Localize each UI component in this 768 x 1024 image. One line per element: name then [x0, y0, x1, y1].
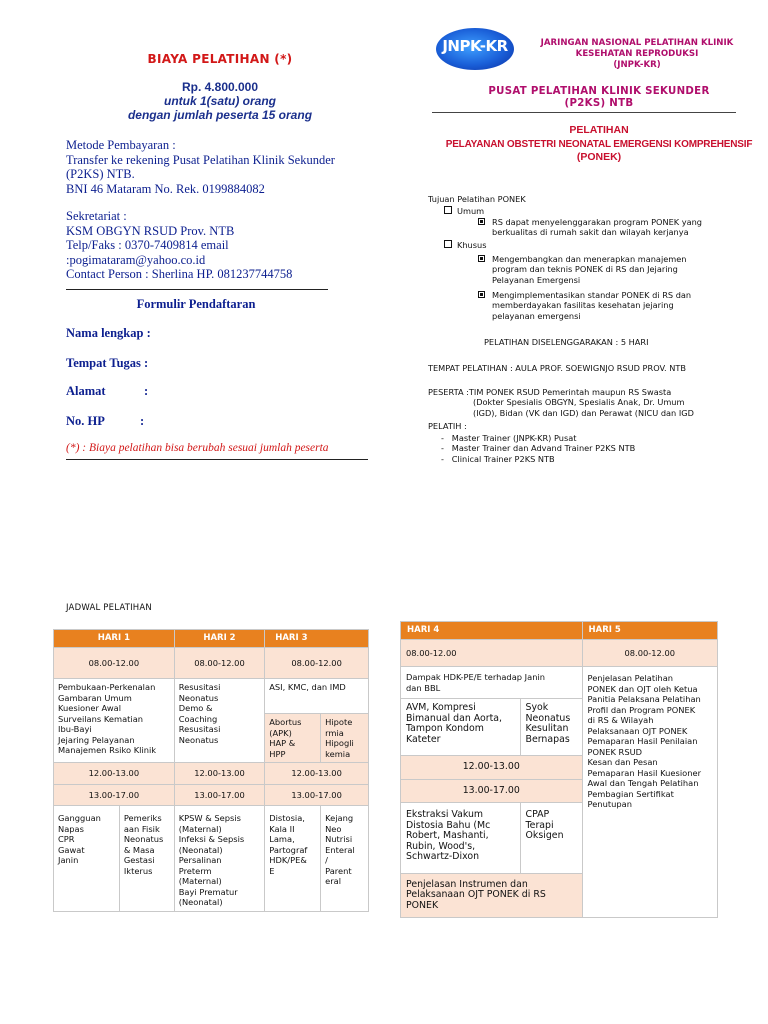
session-cell: CPAP Terapi Oksigen — [520, 803, 582, 874]
session-cell: Pembukaan-Perkenalan Gambaran Umum Kuesioner Awal Surveilans Kematian Ibu-Bayi Jejaring Pelayanan Manajemen Rsiko Klinik — [54, 679, 175, 763]
secretariat-section — [66, 209, 366, 282]
session-cell: Pemeriks aan Fisik Neonatus & Masa Gestasi Ikterus — [119, 806, 174, 912]
secretariat-label: Sekretariat : — [66, 209, 127, 223]
text-line: memberdayakan fasilitas kesehatan jejaring — [492, 300, 674, 311]
time-cell: 08.00-12.00 — [582, 639, 718, 667]
time-cell: 12.00-13.00 — [54, 763, 175, 785]
session-cell: Dampak HDK-PE/E terhadap Janin dan BBL — [401, 667, 583, 699]
trainers-label: PELATIH : — [428, 421, 467, 431]
schedule-table-day4-5 — [400, 621, 718, 918]
payment-label: Metode Pembayaran : — [66, 138, 176, 152]
field-no-hp-label: No. HP — [66, 414, 105, 428]
bullet-icon — [478, 291, 485, 298]
header-day3: HARI 3 — [265, 630, 369, 648]
price-per-person: untuk 1(satu) orang — [163, 94, 276, 108]
session-cell: Abortus (APK) HAP & HPP — [265, 714, 321, 763]
text-line: (Dokter Spesialis OBGYN, Spesialis Anak, Dr. Umum — [473, 397, 685, 408]
table-row — [401, 622, 718, 640]
header-day5: HARI 5 — [582, 622, 718, 640]
checkbox-icon — [444, 206, 452, 214]
center-line: (P2KS) NTB — [564, 97, 634, 109]
trainer-text: Master Trainer (JNPK-KR) Pusat — [451, 433, 577, 443]
time-cell: 13.00-17.00 — [54, 784, 175, 806]
text-line: PESERTA :TIM PONEK RSUD Pemerintah maupun RS Swasta — [428, 387, 672, 397]
text-line: pelayanan emergensi — [492, 310, 581, 321]
dash: - — [441, 433, 444, 443]
payment-line: Transfer ke rekening Pusat Pelatihan Klinik Sekunder — [66, 152, 335, 167]
session-cell: Kejang Neo Nutrisi Enteral / Parent eral — [321, 806, 369, 912]
text-line: (IGD), Bidan (VK dan IGD) dan Perawat (NICU dan IGD — [473, 407, 694, 418]
form-title: Formulir Pendaftaran — [136, 297, 256, 311]
training-venue: TEMPAT PELATIHAN : AULA PROF. SOEWIGNJO RSUD PROV. NTB — [428, 363, 686, 373]
center-line: PUSAT PELATIHAN KLINIK SEKUNDER — [488, 86, 710, 97]
schedule-table-day1-3 — [53, 629, 369, 912]
session-cell: Hipote rmia Hipogli kemia — [321, 714, 369, 763]
payment-section — [66, 138, 366, 196]
org-line: KESEHATAN REPRODUKSI — [575, 49, 699, 59]
table-row — [54, 647, 369, 679]
session-cell: Resusitasi Neonatus Demo & Coaching Resusitasi Neonatus — [174, 679, 265, 763]
dash: - — [441, 453, 444, 464]
session-cell: KPSW & Sepsis (Maternal) Infeksi & Sepsis (Neonatal) Persalinan Preterm (Maternal) Bayi Prematur (Neonatal) — [174, 806, 265, 912]
time-cell: 08.00-12.00 — [174, 647, 265, 679]
objective-umum-label: Umum — [457, 206, 485, 216]
table-row — [54, 806, 369, 912]
divider — [66, 459, 368, 460]
objective-umum-text — [492, 217, 702, 238]
participants — [428, 387, 694, 418]
objective-khusus-label: Khusus — [457, 240, 487, 250]
text-line: berkualitas di rumah sakit dan wilayah kerjanya — [492, 227, 689, 238]
objectives-heading: Tujuan Pelatihan PONEK — [428, 194, 526, 204]
checkbox-icon — [444, 240, 452, 248]
objective-khusus-1 — [492, 254, 686, 285]
price-participants: dengan jumlah peserta 15 orang — [127, 108, 313, 122]
price-block — [100, 80, 340, 122]
org-line: JARINGAN NASIONAL PELATIHAN KLINIK — [540, 38, 734, 48]
text-line: Pelayanan Emergensi — [492, 274, 581, 285]
time-cell: 13.00-17.00 — [401, 779, 583, 803]
header-day4: HARI 4 — [401, 622, 583, 640]
fee-note: (*) : Biaya pelatihan bisa berubah sesuai jumlah peserta — [66, 442, 329, 454]
payment-account: BNI 46 Mataram No. Rek. 0199884082 — [66, 181, 265, 196]
price-amount: Rp. 4.800.000 — [181, 80, 259, 94]
secretariat-phone: Telp/Faks : 0370-7409814 email — [66, 238, 229, 252]
field-alamat-label: Alamat — [66, 384, 106, 398]
time-cell: 08.00-12.00 — [265, 647, 369, 679]
center-name — [440, 86, 758, 109]
org-line: (JNPK-KR) — [613, 60, 661, 70]
session-cell: Gangguan Napas CPR Gawat Janin — [54, 806, 120, 912]
field-no-hp — [66, 414, 145, 429]
header-day1: HARI 1 — [54, 630, 175, 648]
text-line: Mengimplementasikan standar PONEK di RS dan — [492, 290, 692, 300]
field-alamat — [66, 384, 149, 399]
training-title — [440, 124, 758, 165]
jnpk-logo-text: JNPK-KR — [442, 37, 508, 55]
bullet-icon — [478, 218, 485, 225]
training-duration: PELATIHAN DISELENGGARAKAN : 5 HARI — [484, 337, 649, 347]
training-title-line: PELATIHAN — [569, 124, 629, 136]
bullet-icon — [478, 255, 485, 262]
field-colon: : — [140, 414, 145, 428]
table-row — [401, 667, 718, 699]
session-cell: Penjelasan Pelatihan PONEK dan OJT oleh Ketua Panitia Pelaksana Pelatihan Profil dan Program PONEK di RS & Wilayah Pelaksanaan OJT PONEK Pemaparan Hasil Penilaian PONEK RSUD Kesan dan Pesan Pemaparan Hasil Kuesioner Awal dan Tengah Pelatihan Pembagian Sertifikat Penutupan — [582, 667, 718, 918]
secretariat-email: :pogimataram@yahoo.co.id — [66, 252, 206, 267]
text-line: program dan teknis PONEK di RS dan Jejaring — [492, 264, 678, 275]
trainer-item — [441, 443, 635, 453]
field-tempat-tugas: Tempat Tugas : — [66, 356, 149, 370]
session-cell: Syok Neonatus Kesulitan Bernapas — [520, 699, 582, 756]
table-row — [54, 763, 369, 785]
divider — [432, 112, 736, 113]
time-cell: 12.00-13.00 — [174, 763, 265, 785]
table-row — [401, 639, 718, 667]
header-day2: HARI 2 — [174, 630, 265, 648]
session-cell: Ekstraksi Vakum Distosia Bahu (Mc Robert, Mashanti, Rubin, Wood's, Schwartz-Dixon — [401, 803, 521, 874]
time-cell: 13.00-17.00 — [265, 784, 369, 806]
schedule-title: JADWAL PELATIHAN — [66, 603, 152, 613]
field-colon: : — [144, 384, 149, 398]
objective-umum — [444, 206, 484, 216]
time-cell: 08.00-12.00 — [401, 639, 583, 667]
secretariat-line: KSM OBGYN RSUD Prov. NTB — [66, 223, 235, 238]
objective-khusus — [444, 240, 486, 250]
table-row — [54, 784, 369, 806]
time-cell: 12.00-13.00 — [401, 756, 583, 780]
trainer-item — [441, 454, 635, 464]
table-row — [54, 630, 369, 648]
training-title-line: (PONEK) — [576, 151, 622, 163]
objective-khusus-2 — [492, 290, 691, 321]
time-cell: 13.00-17.00 — [174, 784, 265, 806]
time-cell: 12.00-13.00 — [265, 763, 369, 785]
fee-title: BIAYA PELATIHAN (*) — [147, 52, 293, 66]
text-line: RS dapat menyelenggarakan program PONEK yang — [492, 217, 702, 227]
divider — [66, 289, 328, 290]
table-row — [54, 679, 369, 714]
trainer-text: Master Trainer dan Advand Trainer P2KS NTB — [451, 443, 636, 454]
trainer-item — [441, 433, 635, 443]
session-cell: Distosia, Kala II Lama, Partograf HDK/PE& E — [265, 806, 321, 912]
text-line: Mengembangkan dan menerapkan manajemen — [492, 254, 687, 264]
secretariat-contact: Contact Person : Sherlina HP. 081237744758 — [66, 267, 293, 281]
org-name — [518, 38, 756, 71]
trainer-text: Clinical Trainer P2KS NTB — [451, 453, 555, 464]
field-nama: Nama lengkap : — [66, 326, 151, 340]
session-cell: AVM, Kompresi Bimanual dan Aorta, Tampon Kondom Kateter — [401, 699, 521, 756]
training-title-line: PELAYANAN OBSTETRI NEONATAL EMERGENSI KOMPREHENSIF — [445, 138, 753, 150]
session-cell: Penjelasan Instrumen dan Pelaksanaan OJT PONEK di RS PONEK — [401, 873, 583, 918]
trainers-list — [441, 433, 635, 464]
payment-line: (P2KS) NTB. — [66, 167, 135, 181]
dash: - — [441, 443, 444, 454]
time-cell: 08.00-12.00 — [54, 647, 175, 679]
session-cell: ASI, KMC, dan IMD — [265, 679, 369, 714]
